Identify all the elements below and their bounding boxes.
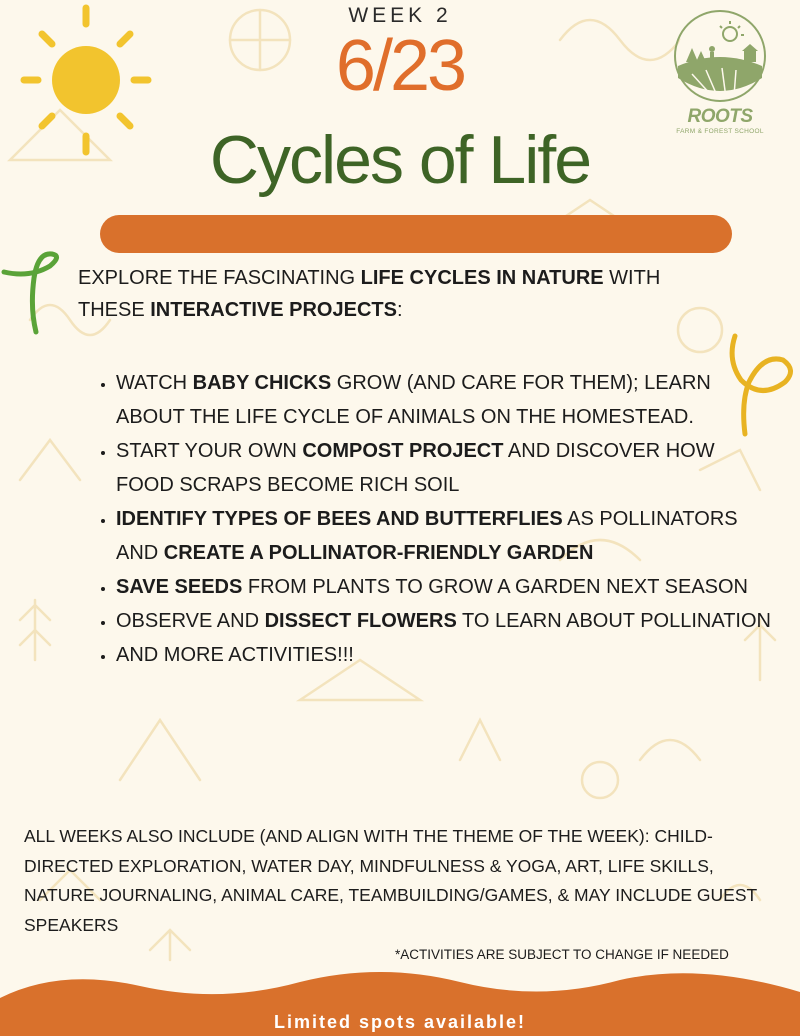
disclaimer-text: *ACTIVITIES ARE SUBJECT TO CHANGE IF NEEDED	[395, 947, 729, 962]
roots-logo	[672, 8, 768, 138]
list-item	[116, 604, 776, 638]
list-item	[116, 570, 776, 604]
logo-emblem-icon	[672, 8, 768, 104]
intro-part-3: :	[396, 299, 403, 321]
item-text: TO LEARN ABOUT POLLINATION	[456, 610, 771, 632]
item-emphasis: SAVE SEEDS	[116, 576, 243, 598]
green-squiggle-icon	[0, 248, 70, 338]
title-underline-bar	[100, 215, 732, 253]
item-emphasis: IDENTIFY TYPES OF BEES AND BUTTERFLIES	[116, 508, 563, 530]
item-text: WATCH	[116, 372, 193, 394]
item-text: GROW (AND CARE FOR THEM); LEARN ABOUT THE LIFE CYCLE OF ANIMALS ON THE HOMESTEAD.	[116, 372, 711, 428]
item-text: START YOUR OWN	[116, 440, 303, 462]
limited-spots-banner: Limited spots available!	[273, 1012, 527, 1032]
activities-list	[96, 366, 776, 672]
logo-subtitle: FARM & FOREST SCHOOL	[676, 128, 764, 135]
item-text: AND MORE ACTIVITIES!!!	[116, 644, 354, 666]
list-item	[116, 434, 776, 502]
list-item	[116, 638, 776, 672]
item-text: AS POLLINATORS AND	[116, 508, 738, 564]
item-text: AND DISCOVER HOW FOOD SCRAPS BECOME RICH SOIL	[116, 440, 715, 496]
intro-emphasis-2: INTERACTIVE PROJECTS	[150, 299, 397, 321]
item-text: FROM PLANTS TO GROW A GARDEN NEXT SEASON	[242, 576, 748, 598]
intro-emphasis-1: LIFE CYCLES IN NATURE	[360, 267, 604, 289]
date-heading: 6/23	[335, 26, 465, 106]
item-text: OBSERVE AND	[116, 610, 265, 632]
page-title: Cycles of Life	[209, 122, 591, 198]
item-emphasis: BABY CHICKS	[192, 372, 332, 394]
all-weeks-text: ALL WEEKS ALSO INCLUDE (AND ALIGN WITH THE THEME OF THE WEEK): CHILD-DIRECTED EXPLORATION, WATER DAY, MINDFULNESS & YOGA, ART, LIFE SKILLS, NATURE JOURNALING, ANIMAL CARE, TEAMBUILDING/GAMES, & MAY INCLUDE GUEST SPEAKERS	[24, 826, 757, 935]
list-item	[116, 366, 776, 434]
list-item	[116, 502, 776, 570]
item-emphasis: COMPOST PROJECT	[302, 440, 504, 462]
intro-part-1: EXPLORE THE FASCINATING	[78, 267, 361, 289]
week-label: WEEK 2	[348, 4, 452, 27]
logo-name: ROOTS	[687, 106, 753, 127]
item-emphasis: CREATE A POLLINATOR-FRIENDLY GARDEN	[163, 542, 594, 564]
item-emphasis: DISSECT FLOWERS	[264, 610, 457, 632]
intro-part-2: WITH THESE	[78, 267, 661, 321]
intro-text	[78, 262, 718, 326]
